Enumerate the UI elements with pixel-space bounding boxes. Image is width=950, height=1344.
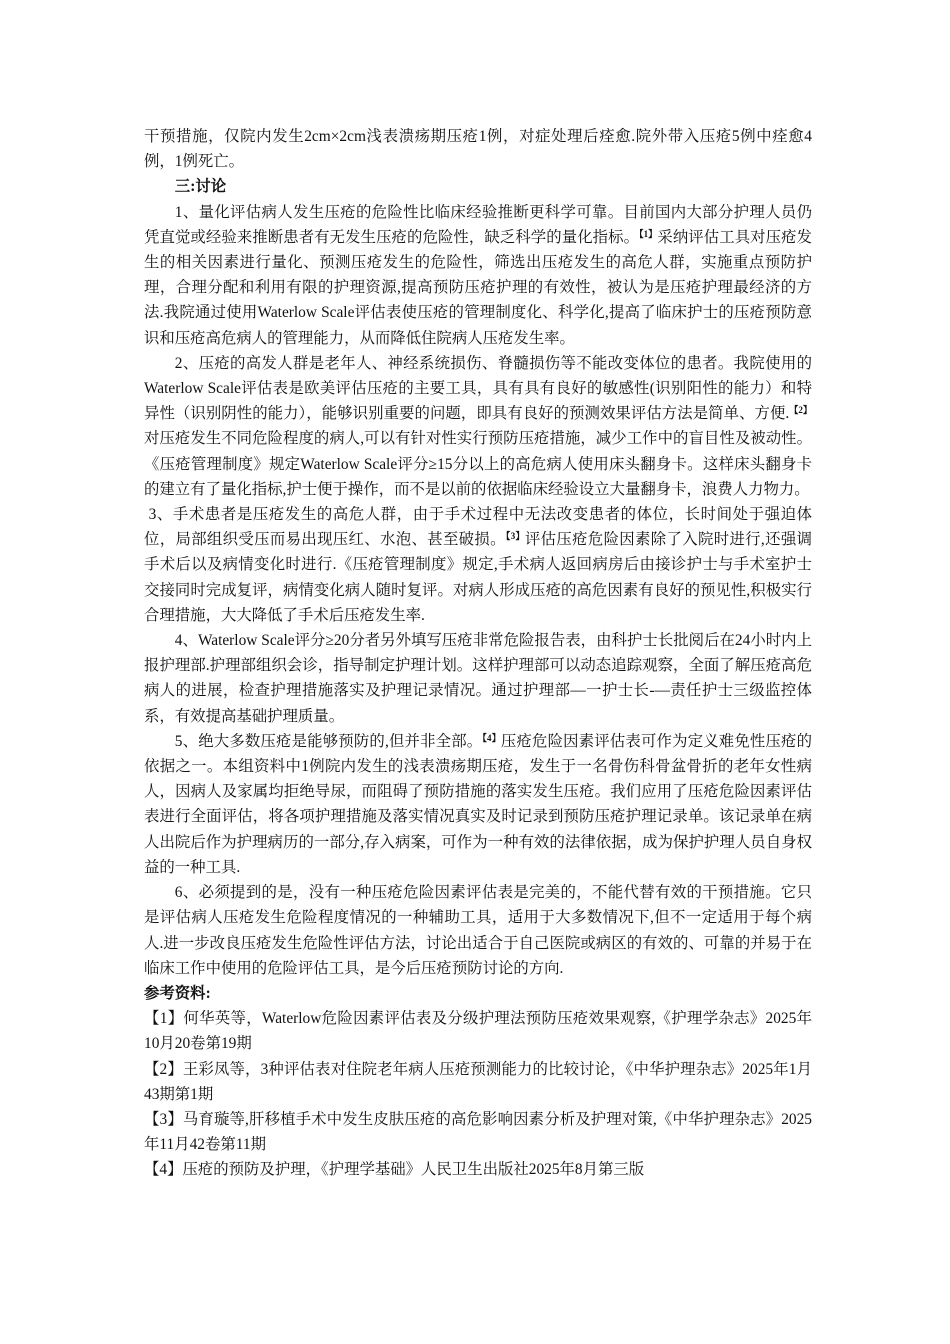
discussion-heading: 三:讨论 xyxy=(174,178,227,196)
references-title: 参考资料: xyxy=(144,984,211,1002)
document-page xyxy=(144,124,812,1183)
discussion-paragraph-5 xyxy=(144,729,812,880)
discussion-paragraph-4: 4、Waterlow Scale评分≥20分者另外填写压疮非常危险报告表，由科护士长批阅后在24小时内上报护理部.护理部组织会诊，指导制定护理计划。这样护理部可以动态追踪观察，全面了解压疮高危病人的进展，检查护理措施落实及护理记录情况。通过护理部—一护士长-—责任护士三级监控体系，有效提高基础护理质量。 xyxy=(144,632,812,725)
reference-item-1: 【1】何华英等，Waterlow危险因素评估表及分级护理法预防压疮效果观察,《护理学杂志》2025年10月20卷第19期 xyxy=(144,1010,812,1053)
discussion-paragraph-2 xyxy=(144,351,812,502)
intro-paragraph: 干预措施，仅院内发生2cm×2cm浅表溃疡期压疮1例，对症处理后痊愈.院外带入压疮5例中痊愈4例，1例死亡。 xyxy=(144,128,812,171)
paragraph-1-text-b: 采纳评估工具对压疮发生的相关因素进行量化、预测压疮发生的危险性，筛选出压疮发生的高危人群，实施重点预防护理，合理分配和利用有限的护理资源,提高预防压疮护理的有效性，被认为是压疮护理最经济的方法.我院通过使用Waterlow Scale评估表使压疮的管理制度化、科学化,提高了临床护士的压疮预防意识和压疮高危病人的管理能力，从而降低住院病人压疮发生率。 xyxy=(144,228,812,347)
citation-3: 【3】 xyxy=(505,531,525,542)
paragraph-2-text-b: 对压疮发生不同危险程度的病人,可以有针对性实行预防压疮措施，减少工作中的盲目性及被动性。《压疮管理制度》规定Waterlow Scale评分≥15分以上的高危病人使用床头翻身卡。这样床头翻身卡的建立有了量化指标,护士便于操作，而不是以前的依据临床经验设立大量翻身卡，浪费人力物力。 xyxy=(144,430,812,498)
paragraph-5-text-b: 压疮危险因素评估表可作为定义难免性压疮的依据之一。本组资料中1例院内发生的浅表溃疡期压疮，发生于一名骨伤科骨盆骨折的老年女性病人，因病人及家属均拒绝导尿，而阻碍了预防措施的落实发生压疮。我们应用了压疮危险因素评估表进行全面评估，将各项护理措施及落实情况真实及时记录到预防压疮护理记录单。该记录单在病人出院后作为护理病历的一部分,存入病案，可作为一种有效的法律依据，成为保护护理人员自身权益的一种工具. xyxy=(144,732,812,876)
paragraph-2-text-a: 2、压疮的高发人群是老年人、神经系统损伤、脊髓损伤等不能改变体位的患者。我院使用的Waterlow Scale评估表是欧美评估压疮的主要工具，具有具有良好的敏感性(识别阳性的能力）和特异性（识别阴性的能力），能够识别重要的问题，即具有良好的预测效果评估方法是简单、方便. xyxy=(144,354,812,423)
discussion-paragraph-6: 6、必须提到的是，没有一种压疮危险因素评估表是完美的，不能代替有效的干预措施。它只是评估病人压疮发生危险程度情况的一种辅助工具，适用于大多数情况下,但不一定适用于每个病人.进一步改良压疮发生危险性评估方法，讨论出适合于自己医院或病区的有效的、可靠的并易于在临床工作中使用的危险评估工具，是今后压疮预防讨论的方向. xyxy=(144,884,812,977)
discussion-paragraph-1 xyxy=(144,200,812,351)
paragraph-3-text-a: 3、手术患者是压疮发生的高危人群，由于手术过程中无法改变患者的体位，长时间处于强迫体位，局部组织受压而易出现压红、水泡、甚至破损。 xyxy=(144,506,812,549)
paragraph-3-text-b: 评估压疮危险因素除了入院时进行,还强调手术后以及病情变化时进行.《压疮管理制度》规定,手术病人返回病房后由接诊护士与手术室护士交接同时完成复评，病情变化病人随时复评。对病人形成压疮的高危因素有良好的预见性,积极实行合理措施，大大降低了手术后压疮发生率. xyxy=(144,531,812,624)
citation-4: 【4】 xyxy=(482,732,501,743)
paragraph-1-text-a: 1、量化评估病人发生压疮的危险性比临床经验推断更科学可靠。目前国内大部分护理人员仍凭直觉或经验来推断患者有无发生压疮的危险性，缺乏科学的量化指标。 xyxy=(144,203,812,246)
citation-2: 【2】 xyxy=(789,405,812,416)
citation-1: 【1】 xyxy=(639,228,658,239)
reference-item-4: 【4】压疮的预防及护理，《护理学基础》人民卫生出版社2025年8月第三版 xyxy=(144,1161,645,1179)
discussion-paragraph-3 xyxy=(144,502,812,628)
reference-item-2: 【2】王彩凤等，3种评估表对住院老年病人压疮预测能力的比较讨论，《中华护理杂志》2025年1月43期第1期 xyxy=(144,1060,812,1103)
paragraph-5-text-a: 5、绝大多数压疮是能够预防的,但并非全部。 xyxy=(174,732,483,750)
reference-item-3: 【3】马育璇等,肝移植手术中发生皮肤压疮的高危影响因素分析及护理对策,《中华护理杂志》2025年11月42卷第11期 xyxy=(144,1110,812,1154)
